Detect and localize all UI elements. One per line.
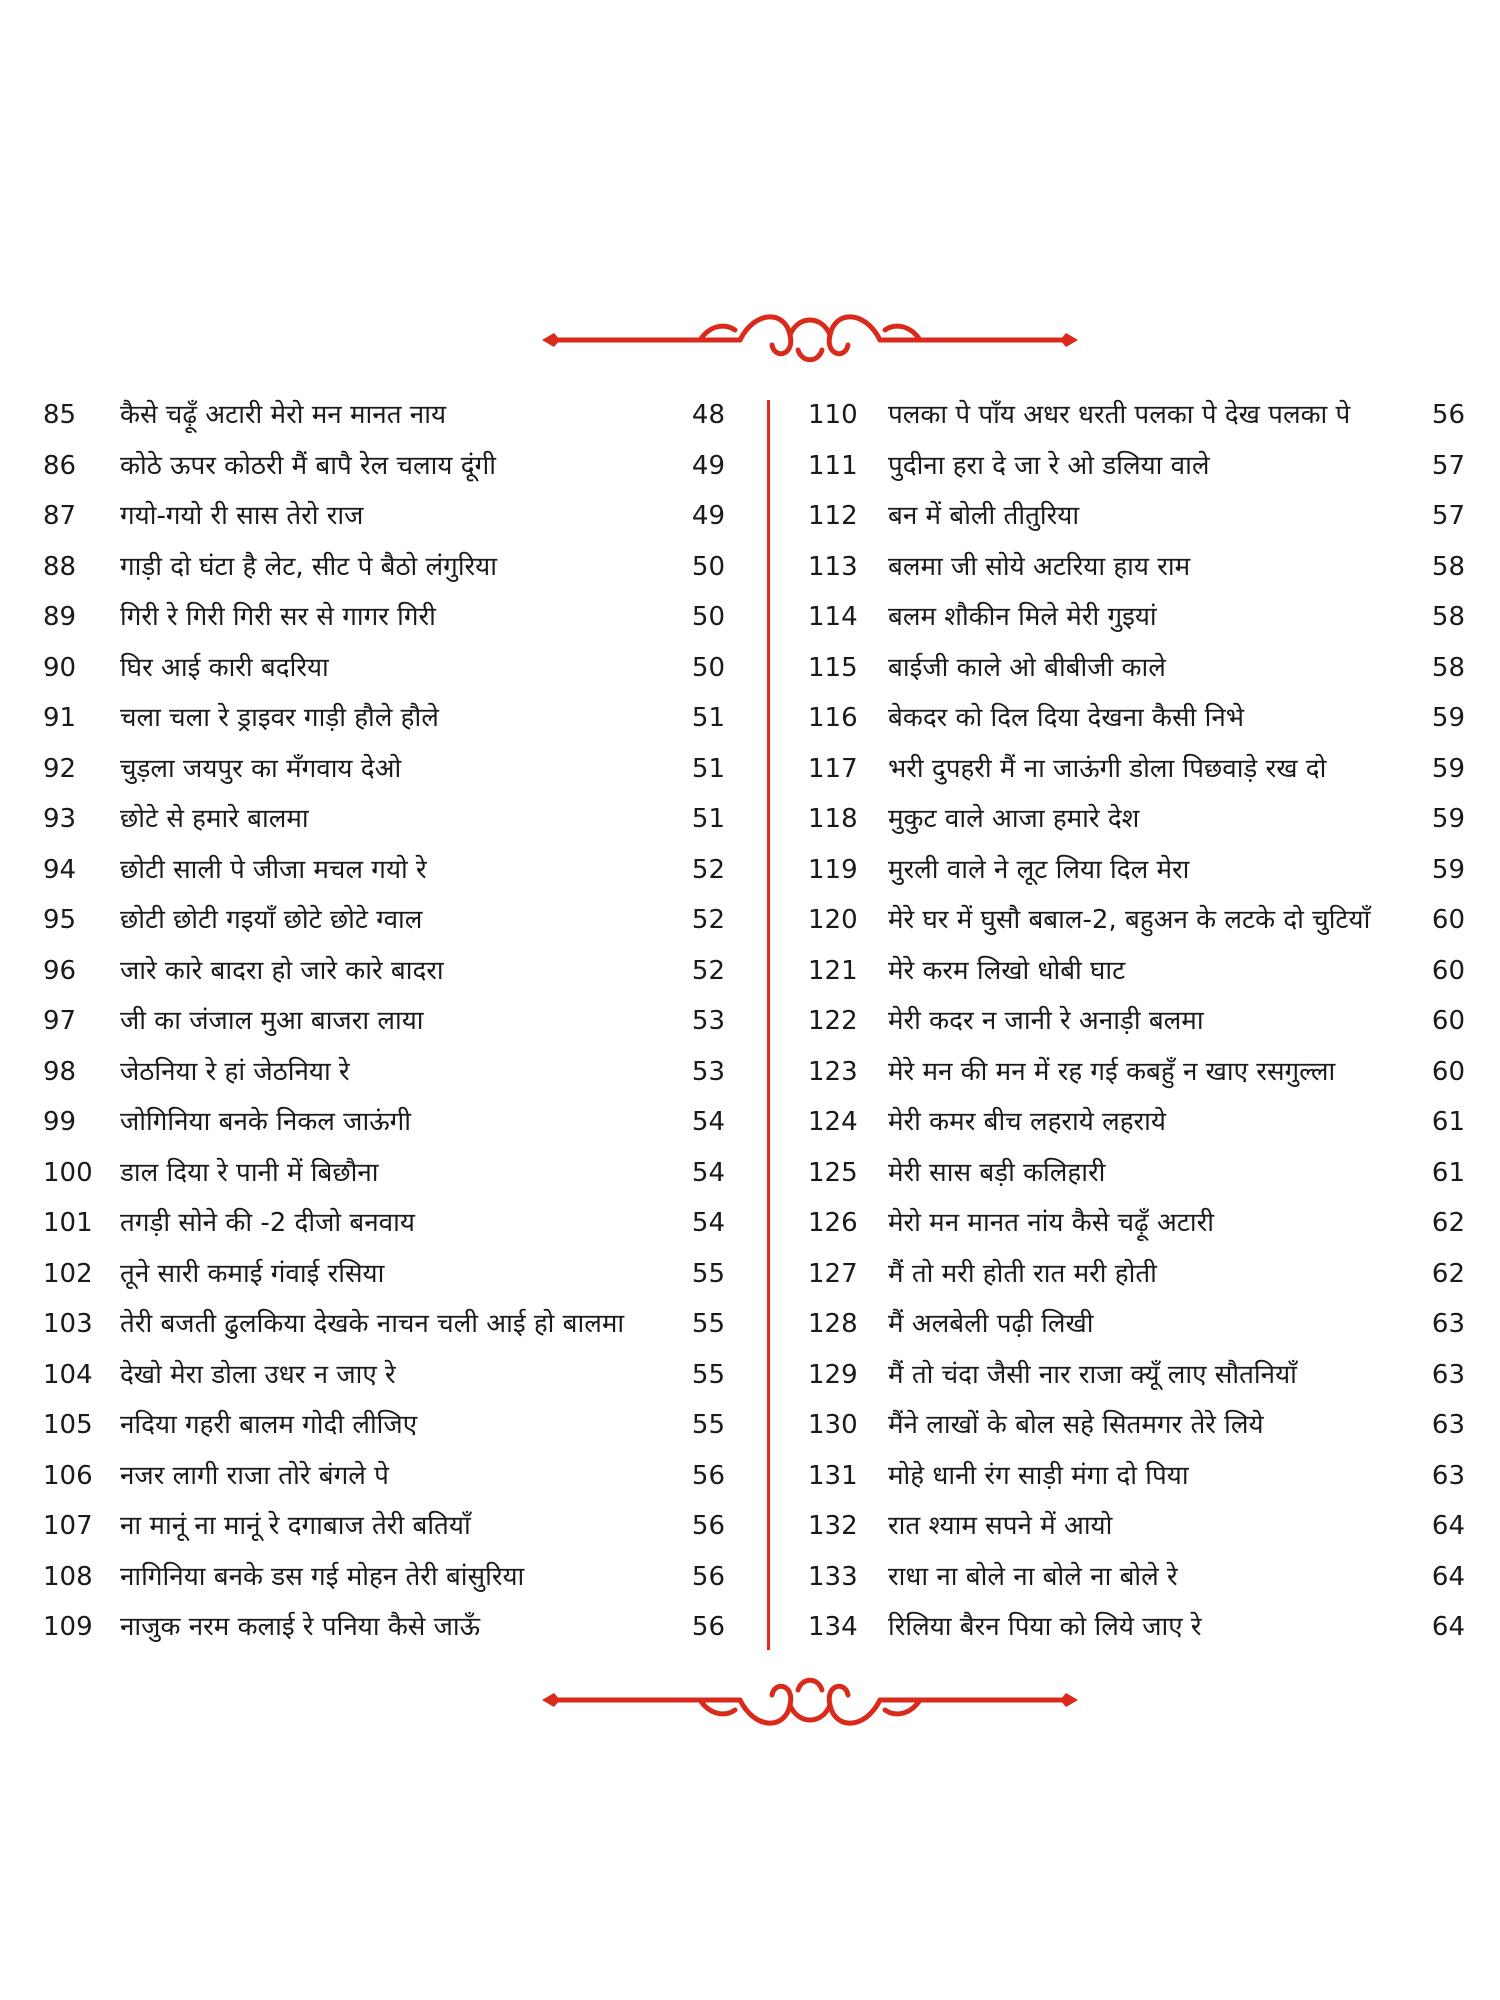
entry-number: 110	[808, 400, 858, 430]
entry-page: 58	[1431, 602, 1465, 632]
toc-entry	[800, 1299, 1480, 1350]
entry-page: 50	[691, 652, 725, 683]
entry-title: बन में बोली तीतुरिया	[888, 501, 1080, 531]
entry-title: गयो-गयो री सास तेरो राज	[120, 501, 364, 531]
toc-entry	[35, 693, 725, 744]
entry-title: बलम शौकीन मिले मेरी गुइयां	[888, 602, 1157, 632]
entry-title: देखो मेरा डोला उधर न जाए रे	[120, 1359, 396, 1390]
entry-page: 58	[1431, 652, 1465, 683]
entry-page: 57	[1431, 501, 1465, 531]
entry-number: 103	[43, 1309, 93, 1339]
entry-title: घिर आई कारी बदरिया	[120, 652, 329, 683]
entry-title: मोहे धानी रंग साड़ी मंगा दो पिया	[888, 1460, 1189, 1491]
entry-page: 48	[691, 400, 725, 430]
entry-title: डाल दिया रे पानी में बिछौना	[120, 1157, 379, 1188]
entry-page: 56	[691, 1511, 725, 1541]
toc-entry	[800, 390, 1480, 441]
entry-page: 52	[691, 854, 725, 885]
column-divider	[767, 400, 770, 1650]
toc-entry	[800, 491, 1480, 542]
entry-page: 53	[691, 1056, 725, 1087]
entry-page: 59	[1431, 753, 1465, 784]
entry-number: 129	[808, 1359, 858, 1390]
entry-number: 90	[43, 652, 77, 683]
toc-entry	[800, 946, 1480, 997]
entry-title: मैंने लाखों के बोल सहे सितमगर तेरे लिये	[888, 1410, 1264, 1440]
entry-number: 133	[808, 1561, 858, 1592]
entry-title: मुकुट वाले आजा हमारे देश	[888, 804, 1140, 834]
entry-number: 123	[808, 1056, 858, 1087]
entry-number: 95	[43, 905, 77, 935]
entry-title: छोटी साली पे जीजा मचल गयो रे	[120, 854, 427, 885]
entry-title: पलका पे पाँय अधर धरती पलका पे देख पलका पे	[888, 400, 1351, 430]
entry-page: 64	[1431, 1561, 1465, 1592]
entry-page: 58	[1431, 551, 1465, 582]
entry-page: 56	[691, 1561, 725, 1592]
toc-entry	[35, 643, 725, 694]
entry-number: 127	[808, 1258, 858, 1289]
toc-entry	[35, 441, 725, 492]
entry-page: 53	[691, 1006, 725, 1036]
toc-entry	[35, 946, 725, 997]
toc-entry	[800, 1350, 1480, 1401]
toc-entry	[800, 441, 1480, 492]
entry-page: 62	[1431, 1208, 1465, 1238]
entry-number: 98	[43, 1056, 77, 1087]
toc-entry	[35, 744, 725, 795]
toc-entry	[800, 1249, 1480, 1300]
entry-title: मेरे करम लिखो धोबी घाट	[888, 955, 1126, 986]
entry-number: 116	[808, 703, 858, 733]
toc-entry	[35, 592, 725, 643]
toc-entry	[800, 693, 1480, 744]
entry-page: 54	[691, 1107, 725, 1137]
entry-page: 64	[1431, 1612, 1465, 1642]
entry-title: जी का जंजाल मुआ बाजरा लाया	[120, 1006, 424, 1036]
toc-entry	[35, 1299, 725, 1350]
entry-title: ना मानूं ना मानूं रे दगाबाज तेरी बतियाँ	[120, 1511, 471, 1541]
toc-entry	[800, 845, 1480, 896]
bottom-flourish-ornament	[540, 1665, 1080, 1735]
entry-page: 60	[1431, 955, 1465, 986]
entry-title: छोटी छोटी गइयाँ छोटे छोटे ग्वाल	[120, 905, 423, 935]
entry-number: 128	[808, 1309, 858, 1339]
top-flourish-ornament	[540, 305, 1080, 375]
entry-title: पुदीना हरा दे जा रे ओ डलिया वाले	[888, 450, 1210, 481]
entry-page: 49	[691, 450, 725, 481]
entry-page: 56	[691, 1460, 725, 1491]
entry-number: 106	[43, 1460, 93, 1491]
entry-title: मुरली वाले ने लूट लिया दिल मेरा	[888, 854, 1190, 885]
entry-number: 107	[43, 1511, 93, 1541]
entry-page: 56	[1431, 400, 1465, 430]
entry-number: 122	[808, 1006, 858, 1036]
entry-page: 59	[1431, 804, 1465, 834]
toc-entry	[35, 1552, 725, 1603]
entry-title: नजर लागी राजा तोरे बंगले पे	[120, 1460, 389, 1491]
toc-entry	[35, 1501, 725, 1552]
entry-number: 85	[43, 400, 77, 430]
entry-page: 55	[691, 1359, 725, 1390]
entry-title: बलमा जी सोये अटरिया हाय राम	[888, 551, 1191, 582]
toc-entry	[800, 1047, 1480, 1098]
entry-title: भरी दुपहरी मैं ना जाऊंगी डोला पिछवाड़े रख दो	[888, 753, 1327, 784]
entry-page: 52	[691, 955, 725, 986]
entry-title: जोगिनिया बनके निकल जाऊंगी	[120, 1107, 411, 1137]
entry-title: तेरी बजती ढुलकिया देखके नाचन चली आई हो बालमा	[120, 1309, 625, 1339]
toc-entry	[800, 643, 1480, 694]
entry-page: 52	[691, 905, 725, 935]
entry-title: मेरो मन मानत नांय कैसे चढ़ूँ अटारी	[888, 1208, 1215, 1238]
entry-number: 102	[43, 1258, 93, 1289]
entry-title: बाईजी काले ओ बीबीजी काले	[888, 652, 1166, 683]
entry-number: 88	[43, 551, 77, 582]
toc-entry	[800, 744, 1480, 795]
entry-number: 114	[808, 602, 858, 632]
entry-page: 50	[691, 551, 725, 582]
entry-title: बेकदर को दिल दिया देखना कैसी निभे	[888, 703, 1245, 733]
entry-page: 54	[691, 1208, 725, 1238]
toc-entry	[35, 542, 725, 593]
entry-number: 119	[808, 854, 858, 885]
entry-page: 55	[691, 1309, 725, 1339]
toc-entry	[35, 390, 725, 441]
entry-title: रिलिया बैरन पिया को लिये जाए रे	[888, 1612, 1202, 1642]
entry-number: 101	[43, 1208, 93, 1238]
entry-number: 111	[808, 450, 858, 481]
entry-title: कैसे चढ़ूँ अटारी मेरो मन मानत नाय	[120, 400, 447, 430]
toc-entry	[800, 1501, 1480, 1552]
entry-title: मैं तो मरी होती रात मरी होती	[888, 1258, 1157, 1289]
entry-number: 132	[808, 1511, 858, 1541]
entry-number: 117	[808, 753, 858, 784]
entry-page: 51	[691, 804, 725, 834]
entry-page: 55	[691, 1258, 725, 1289]
entry-number: 112	[808, 501, 858, 531]
entry-number: 126	[808, 1208, 858, 1238]
entry-number: 125	[808, 1157, 858, 1188]
entry-number: 94	[43, 854, 77, 885]
entry-number: 131	[808, 1460, 858, 1491]
entry-title: गाड़ी दो घंटा है लेट, सीट पे बैठो लंगुरिया	[120, 551, 497, 582]
entry-title: राधा ना बोले ना बोले ना बोले रे	[888, 1561, 1178, 1592]
entry-number: 91	[43, 703, 77, 733]
toc-entry	[35, 1097, 725, 1148]
entry-number: 113	[808, 551, 858, 582]
toc-entry	[800, 794, 1480, 845]
entry-title: मेरी सास बड़ी कलिहारी	[888, 1157, 1106, 1188]
entry-title: तूने सारी कमाई गंवाई रसिया	[120, 1258, 385, 1289]
entry-title: मैं तो चंदा जैसी नार राजा क्यूँ लाए सौतनियाँ	[888, 1359, 1297, 1390]
toc-entry	[35, 895, 725, 946]
entry-page: 50	[691, 602, 725, 632]
entry-number: 96	[43, 955, 77, 986]
toc-left-column	[35, 390, 725, 1653]
entry-number: 92	[43, 753, 77, 784]
entry-title: चला चला रे ड्राइवर गाड़ी हौले हौले	[120, 703, 439, 733]
toc-entry	[800, 996, 1480, 1047]
entry-title: रात श्याम सपने में आयो	[888, 1511, 1113, 1541]
entry-page: 63	[1431, 1460, 1465, 1491]
entry-title: चुड़ला जयपुर का मँगवाय देओ	[120, 753, 402, 784]
entry-page: 51	[691, 753, 725, 784]
entry-page: 60	[1431, 1006, 1465, 1036]
entry-number: 105	[43, 1410, 93, 1440]
toc-entry	[800, 1552, 1480, 1603]
entry-page: 59	[1431, 703, 1465, 733]
entry-number: 134	[808, 1612, 858, 1642]
entry-number: 104	[43, 1359, 93, 1390]
entry-title: कोठे ऊपर कोठरी मैं बापै रेल चलाय दूंगी	[120, 450, 496, 481]
entry-page: 63	[1431, 1359, 1465, 1390]
toc-entry	[35, 1047, 725, 1098]
toc-entry	[800, 895, 1480, 946]
entry-page: 63	[1431, 1309, 1465, 1339]
toc-entry	[35, 845, 725, 896]
entry-title: मेरे मन की मन में रह गई कबहुँ न खाए रसगुल्ला	[888, 1056, 1336, 1087]
toc-entry	[800, 592, 1480, 643]
entry-page: 55	[691, 1410, 725, 1440]
toc-entry	[35, 1198, 725, 1249]
toc-entry	[800, 1097, 1480, 1148]
toc-entry	[800, 1602, 1480, 1653]
entry-title: मैं अलबेली पढ़ी लिखी	[888, 1309, 1094, 1339]
entry-number: 108	[43, 1561, 93, 1592]
entry-title: नाजुक नरम कलाई रे पनिया कैसे जाऊँ	[120, 1612, 481, 1642]
entry-title: जारे कारे बादरा हो जारे कारे बादरा	[120, 955, 444, 986]
entry-title: मेरी कमर बीच लहराये लहराये	[888, 1107, 1166, 1137]
entry-number: 86	[43, 450, 77, 481]
entry-number: 130	[808, 1410, 858, 1440]
toc-entry	[35, 996, 725, 1047]
entry-number: 100	[43, 1157, 93, 1188]
entry-page: 51	[691, 703, 725, 733]
entry-page: 61	[1431, 1107, 1465, 1137]
entry-number: 93	[43, 804, 77, 834]
entry-page: 60	[1431, 1056, 1465, 1087]
entry-page: 54	[691, 1157, 725, 1188]
toc-entry	[35, 794, 725, 845]
entry-page: 57	[1431, 450, 1465, 481]
entry-title: छोटे से हमारे बालमा	[120, 804, 309, 834]
toc-entry	[800, 1451, 1480, 1502]
entry-number: 124	[808, 1107, 858, 1137]
entry-title: नागिनिया बनके डस गई मोहन तेरी बांसुरिया	[120, 1561, 525, 1592]
entry-title: गिरी रे गिरी गिरी सर से गागर गिरी	[120, 602, 436, 632]
entry-title: नदिया गहरी बालम गोदी लीजिए	[120, 1410, 418, 1440]
entry-page: 64	[1431, 1511, 1465, 1541]
toc-entry	[800, 1148, 1480, 1199]
entry-number: 109	[43, 1612, 93, 1642]
entry-number: 120	[808, 905, 858, 935]
entry-page: 62	[1431, 1258, 1465, 1289]
toc-entry	[800, 1198, 1480, 1249]
entry-number: 118	[808, 804, 858, 834]
entry-page: 60	[1431, 905, 1465, 935]
entry-page: 49	[691, 501, 725, 531]
toc-entry	[800, 1400, 1480, 1451]
entry-number: 89	[43, 602, 77, 632]
entry-title: जेठनिया रे हां जेठनिया रे	[120, 1056, 350, 1087]
toc-entry	[35, 1602, 725, 1653]
entry-number: 121	[808, 955, 858, 986]
entry-page: 61	[1431, 1157, 1465, 1188]
toc-entry	[35, 1148, 725, 1199]
toc-entry	[800, 542, 1480, 593]
entry-title: तगड़ी सोने की -2 दीजो बनवाय	[120, 1208, 415, 1238]
entry-number: 99	[43, 1107, 77, 1137]
toc-right-column	[800, 390, 1480, 1653]
entry-page: 59	[1431, 854, 1465, 885]
toc-entry	[35, 1400, 725, 1451]
entry-page: 56	[691, 1612, 725, 1642]
toc-entry	[35, 1249, 725, 1300]
entry-title: मेरे घर में घुसौ बबाल-2, बहुअन के लटके दो चुटियाँ	[888, 905, 1371, 935]
toc-entry	[35, 491, 725, 542]
entry-number: 115	[808, 652, 858, 683]
toc-entry	[35, 1451, 725, 1502]
entry-page: 63	[1431, 1410, 1465, 1440]
entry-number: 97	[43, 1006, 77, 1036]
toc-entry	[35, 1350, 725, 1401]
entry-title: मेरी कदर न जानी रे अनाड़ी बलमा	[888, 1006, 1204, 1036]
entry-number: 87	[43, 501, 77, 531]
